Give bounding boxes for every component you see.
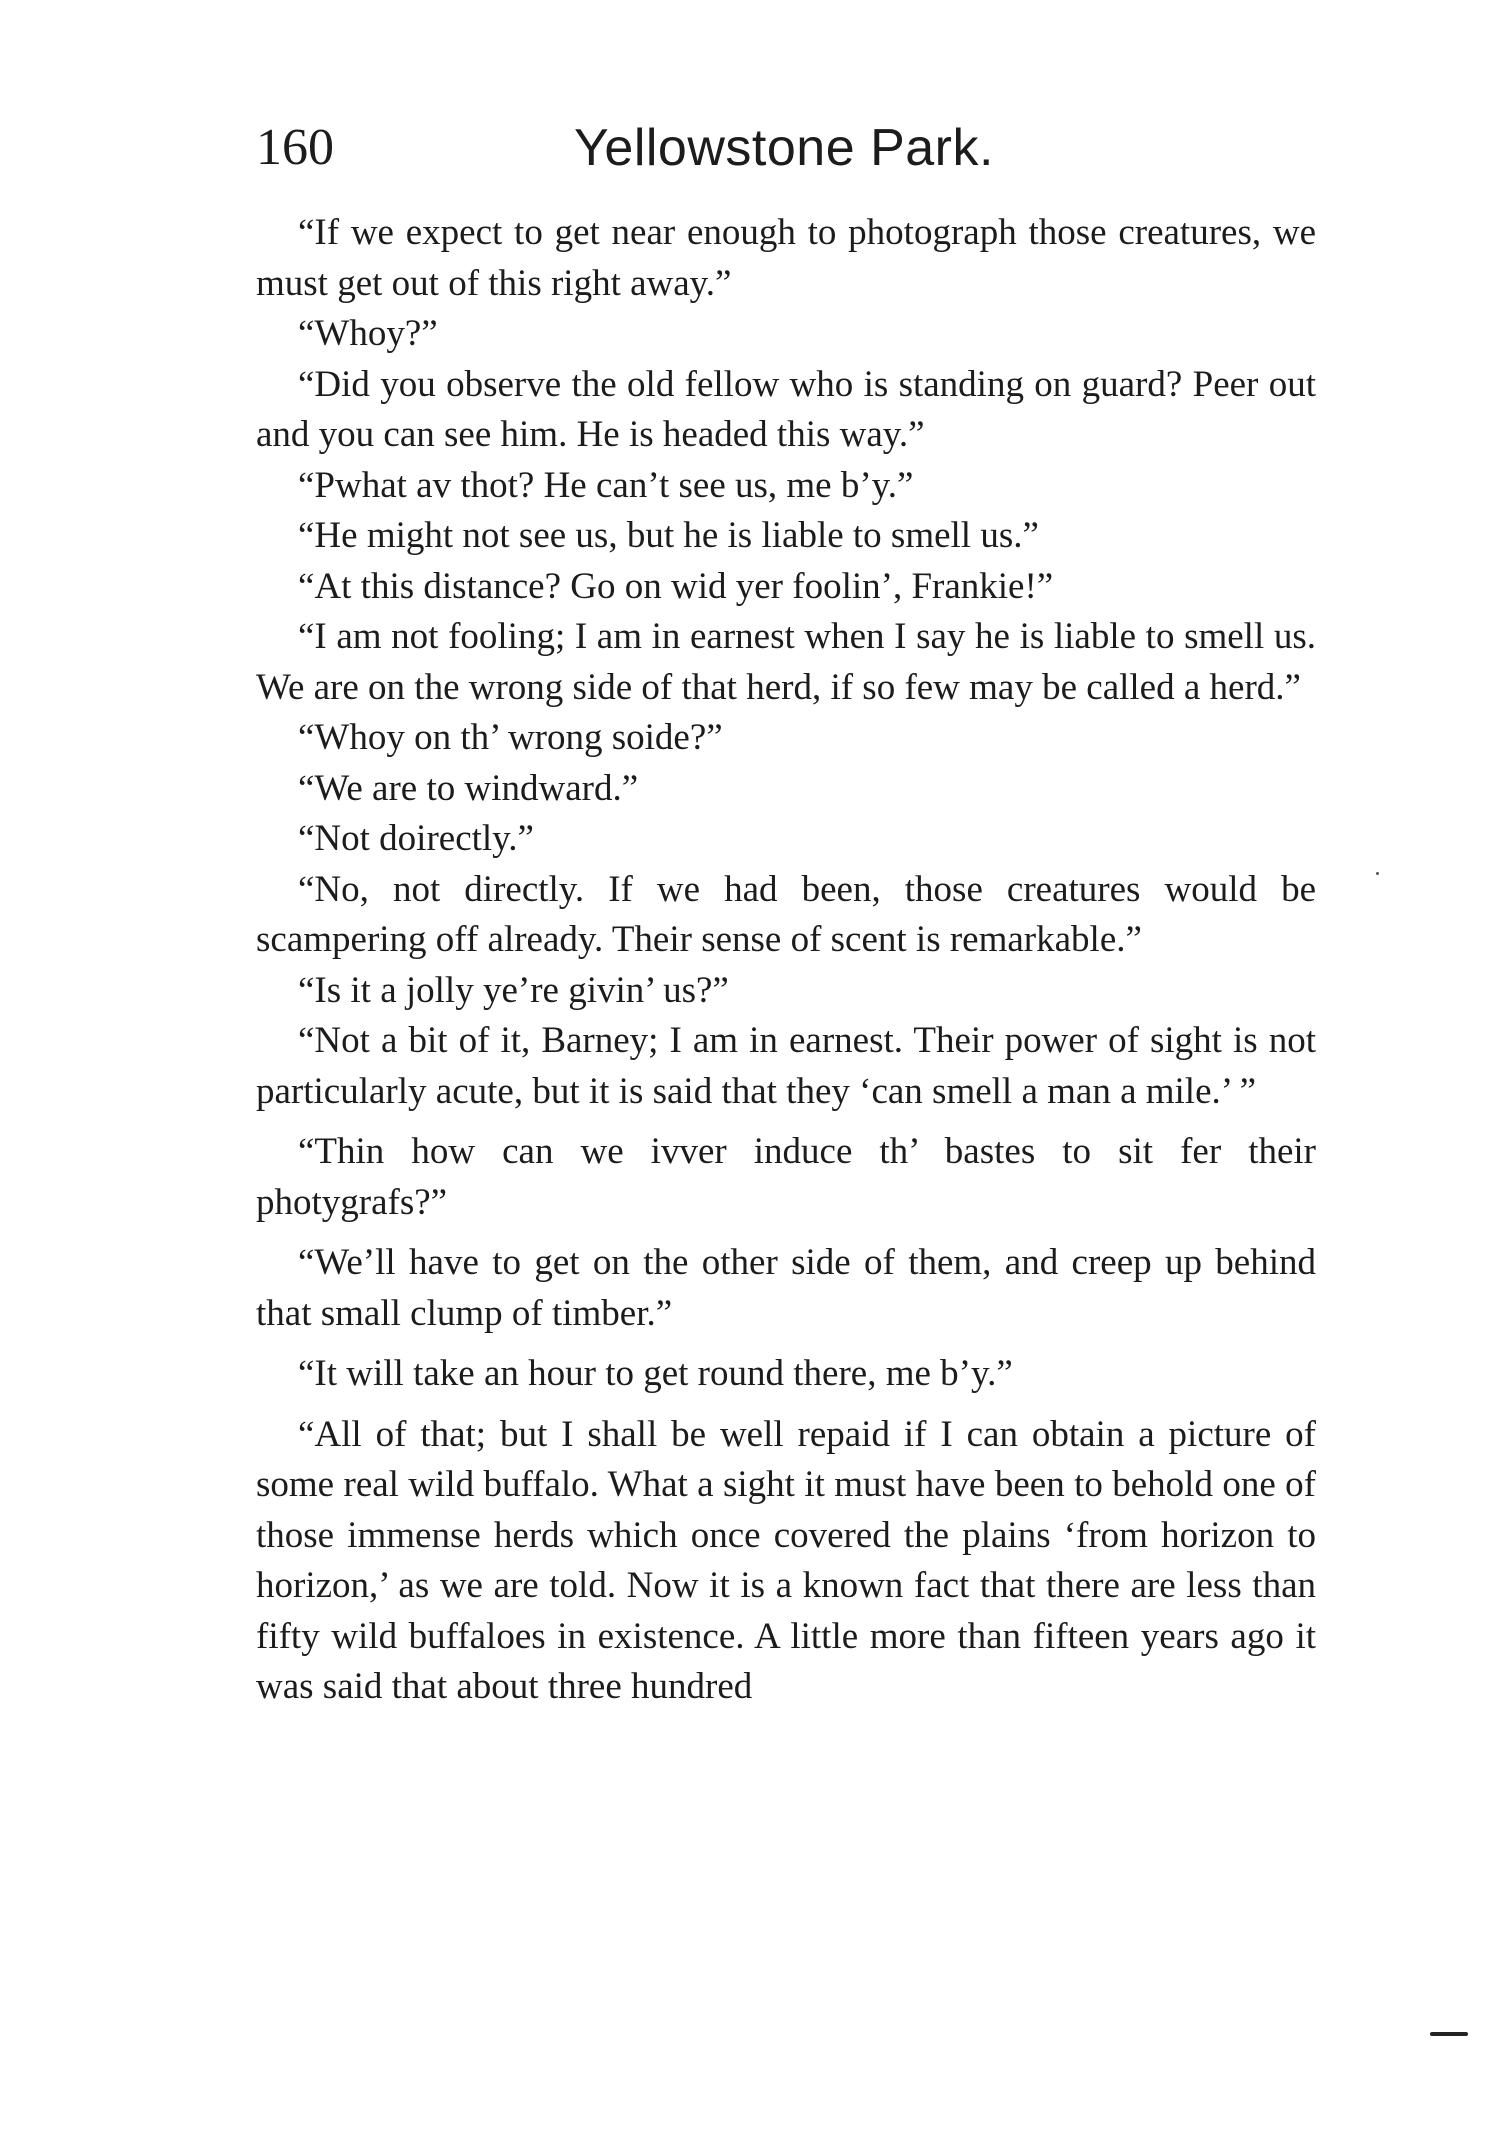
paragraph: “If we expect to get near enough to photograph those creatures, we must get out of this right away.”: [256, 212, 1316, 304]
paragraph: “No, not directly. If we had been, those creatures would be scampering off already. Their sense of scent is remarkable.”: [256, 868, 1316, 960]
paragraph: “It will take an hour to get round there, me b’y.”: [298, 1353, 1013, 1394]
paragraph: “All of that; but I shall be well repaid if I can obtain a picture of some real wild buffalo. What a sight it must have been to behold one of those immense herds which once covered the plains ‘from horizon to horizon,’ as we are told. Now it is a known fact that there are less than fifty wild buffaloes in existence. A little more than fifteen years ago it was said that about three hundred: [256, 1413, 1316, 1707]
paragraph: “We are to windward.”: [298, 767, 639, 809]
stray-ink-mark: [1376, 872, 1379, 875]
paragraph: “Pwhat av thot? He can’t see us, me b’y.”: [298, 464, 914, 506]
paragraph: “Thin how can we ivver induce th’ bastes to sit fer their photygrafs?”: [256, 1131, 1316, 1223]
paragraph: “He might not see us, but he is liable to smell us.”: [298, 515, 1039, 556]
paragraph: “Whoy on th’ wrong soide?”: [298, 717, 723, 758]
page-number: 160: [256, 119, 334, 176]
paragraph: “Whoy?”: [298, 313, 438, 354]
running-head: [256, 108, 1316, 188]
margin-dash-mark: [1430, 2032, 1468, 2036]
paragraph: “Is it a jolly ye’re givin’ us?”: [298, 969, 729, 1011]
running-title: Yellowstone Park.: [574, 119, 994, 177]
paragraph: “Not doirectly.”: [298, 818, 534, 859]
paragraph: “I am not fooling; I am in earnest when I say he is liable to smell us. We are on the wrong side of that herd, if so few may be called a herd.”: [256, 616, 1316, 708]
body-text: [256, 208, 1316, 1713]
paragraph: “At this distance? Go on wid yer foolin’, Frankie!”: [298, 565, 1054, 607]
paragraph: “Not a bit of it, Barney; I am in earnest. Their power of sight is not particularly acute, but it is said that they ‘can smell a man a mile.’ ”: [256, 1020, 1316, 1112]
paragraph: “We’ll have to get on the other side of them, and creep up behind that small clump of timber.”: [256, 1242, 1316, 1334]
paragraph: “Did you observe the old fellow who is standing on guard? Peer out and you can see him. He is headed this way.”: [256, 363, 1316, 455]
